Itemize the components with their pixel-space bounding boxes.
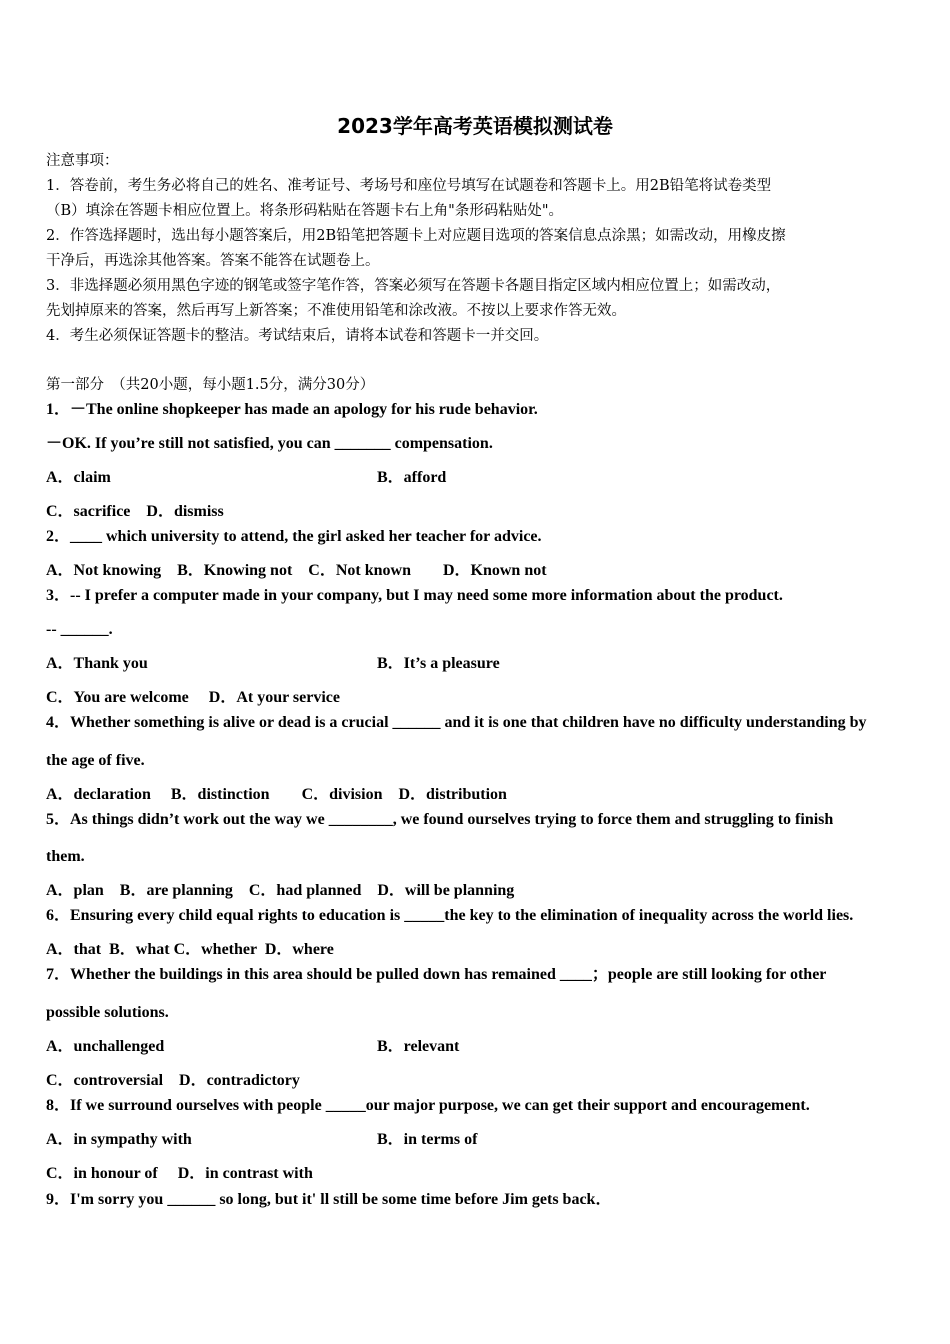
notice-line: 先划掉原来的答案，然后再写上新答案；不准使用铅笔和涂改液。不按以上要求作答无效。 <box>46 303 626 319</box>
question-8-stem: 8．If we surround ourselves with people _____our major purpose, we can get their support and encouragement. <box>46 1097 810 1114</box>
question-7-option-a: A．unchallenged <box>46 1038 165 1055</box>
question-4-stem-2: the age of five. <box>46 752 145 769</box>
question-1-options-cd: C．sacrifice D．dismiss <box>46 503 224 520</box>
notice-line: （B）填涂在答题卡相应位置上。将条形码粘贴在答题卡右上角"条形码粘贴处"。 <box>46 203 563 219</box>
question-2-stem: 2．____ which university to attend, the girl asked her teacher for advice. <box>46 528 542 545</box>
question-1-stem: 1．－The online shopkeeper has made an apology for his rude behavior. <box>46 401 538 418</box>
notice-line: 2．作答选择题时，选出每小题答案后，用2B铅笔把答题卡上对应题目选项的答案信息点涂黑；如需改动，用橡皮擦 <box>46 228 786 244</box>
question-4-options: A．declaration B．distinction C．division D．distribution <box>46 786 507 803</box>
question-8-option-b: B．in terms of <box>377 1131 478 1148</box>
question-2-options: A．Not knowing B．Knowing not C．Not known D．Known not <box>46 562 547 579</box>
question-3-option-a: A．Thank you <box>46 655 148 672</box>
question-7-stem-2: possible solutions. <box>46 1004 169 1021</box>
question-7-stem: 7．Whether the buildings in this area should be pulled down has remained ____；people are still looking for other <box>46 966 827 983</box>
notice-line: 4．考生必须保证答题卡的整洁。考试结束后，请将本试卷和答题卡一并交回。 <box>46 328 549 344</box>
question-7-option-b: B．relevant <box>377 1038 460 1055</box>
question-9-stem: 9．I'm sorry you ______ so long, but it' ll still be some time before Jim gets back． <box>46 1191 612 1208</box>
question-8-option-a: A．in sympathy with <box>46 1131 192 1148</box>
question-8-options-cd: C．in honour of D．in contrast with <box>46 1165 313 1182</box>
notice-line: 3．非选择题必须用黑色字迹的钢笔或签字笔作答，答案必须写在答题卡各题目指定区域内相应位置上；如需改动， <box>46 278 781 294</box>
question-3-option-b: B．It’s a pleasure <box>377 655 500 672</box>
question-5-stem: 5．As things didn’t work out the way we ________, we found ourselves trying to force them and struggling to finish <box>46 811 834 828</box>
question-3-stem: 3．-- I prefer a computer made in your company, but I may need some more information about the product. <box>46 587 783 604</box>
question-1-stem-2: －OK. If you’re still not satisfied, you can _______ compensation. <box>46 435 493 452</box>
question-1-option-b: B．afford <box>377 469 447 486</box>
notice-line: 干净后，再选涂其他答案。答案不能答在试题卷上。 <box>46 253 380 269</box>
question-4-stem: 4．Whether something is alive or dead is a crucial ______ and it is one that children have no difficulty understanding by <box>46 714 867 731</box>
question-5-options: A．plan B．are planning C．had planned D．will be planning <box>46 882 515 899</box>
section-heading: 第一部分 （共20小题，每小题1.5分，满分30分） <box>46 377 375 393</box>
question-6-stem: 6．Ensuring every child equal rights to education is _____the key to the elimination of inequality across the world lies. <box>46 907 854 924</box>
page-title: 2023学年高考英语模拟测试卷 <box>337 114 613 138</box>
question-3-options-cd: C．You are welcome D．At your service <box>46 689 341 706</box>
question-1-option-a: A．claim <box>46 469 111 486</box>
question-3-stem-2: -- ______. <box>46 621 113 638</box>
notice-heading: 注意事项： <box>46 153 119 169</box>
question-6-options: A．that B．what C．whether D．where <box>46 941 334 958</box>
question-7-options-cd: C．controversial D．contradictory <box>46 1072 300 1089</box>
question-5-stem-2: them. <box>46 848 85 865</box>
notice-line: 1．答卷前，考生务必将自己的姓名、准考证号、考场号和座位号填写在试题卷和答题卡上。用2B铅笔将试卷类型 <box>46 178 772 194</box>
